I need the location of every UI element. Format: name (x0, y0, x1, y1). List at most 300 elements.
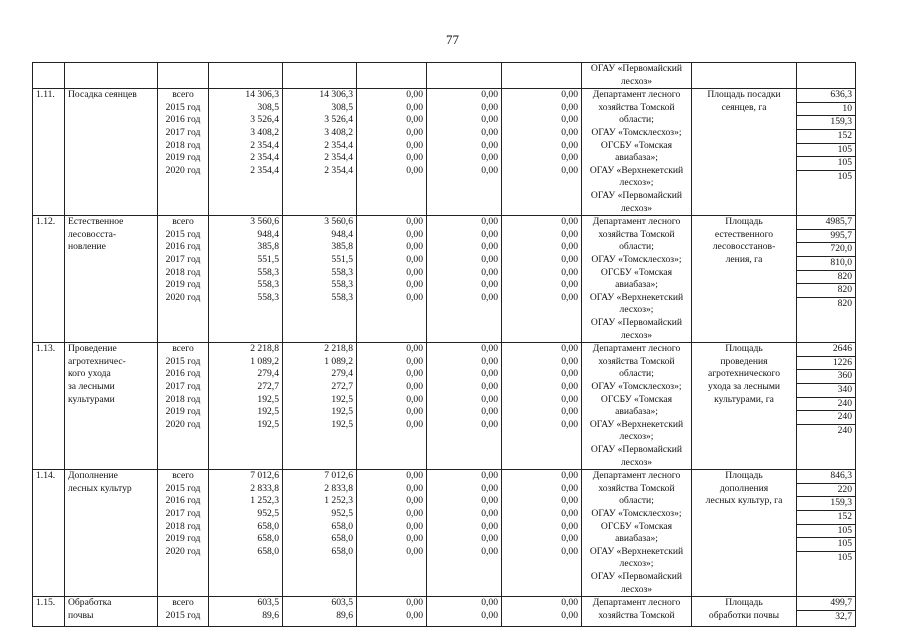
extrabudget-value: 0,00 (561, 393, 578, 405)
local-budget-value: 0,00 (481, 418, 498, 430)
indicator-value: 820 (797, 284, 855, 298)
regional-budget-value: 3 560,6 (324, 216, 353, 228)
period-label: 2017 год (165, 253, 201, 265)
indicator-values-list (797, 470, 855, 564)
period-label: 2015 год (165, 101, 201, 113)
extrabudget-value: 0,00 (561, 545, 578, 557)
program-activities-table (32, 62, 856, 627)
period-label: 2017 год (165, 507, 201, 519)
extrabudget-value: 0,00 (561, 228, 578, 240)
period-label: 2018 год (165, 139, 201, 151)
total-value: 551,5 (257, 253, 279, 265)
executor-line: авиабаза»; (615, 152, 658, 164)
total-value: 385,8 (257, 241, 279, 253)
regional-budget-value: 1 089,2 (324, 355, 353, 367)
local-budget-value: 0,00 (481, 164, 498, 176)
executor-cell (582, 597, 692, 627)
total-value: 558,3 (257, 291, 279, 303)
extrabudget-value: 0,00 (561, 253, 578, 265)
item-number (33, 343, 65, 470)
executor-line: хозяйства Томской (598, 355, 675, 367)
federal-budget-value: 0,00 (406, 609, 423, 621)
indicator-name-cell (692, 597, 797, 627)
executor-line: ОГАУ «Первомайский (590, 443, 683, 455)
regional-budget-value: 2 218,8 (324, 343, 353, 355)
activity-name-line: Посадка сеянцев (68, 89, 137, 101)
federal-budget-value: 0,00 (406, 101, 423, 113)
total-value: 558,3 (257, 266, 279, 278)
indicator-name-cell (692, 343, 797, 470)
total-value: 558,3 (257, 279, 279, 291)
indicator-value: 340 (797, 384, 855, 398)
federal-budget-value: 0,00 (406, 368, 423, 380)
federal-budget-value: 0,00 (406, 216, 423, 228)
local-budget-value: 0,00 (481, 253, 498, 265)
regional-budget-cell (283, 597, 357, 627)
executor-line: лесхоз»; (619, 431, 654, 443)
executor-line: ОГСБУ «Томская (600, 393, 673, 405)
local-budget-cell (427, 597, 502, 627)
indicator-name-line: дополнения (719, 482, 769, 494)
total-value: 658,0 (257, 533, 279, 545)
total-value: 7 012,6 (250, 470, 279, 482)
federal-budget-value: 0,00 (406, 406, 423, 418)
period-label: 2015 год (165, 228, 201, 240)
regional-budget-value: 948,4 (331, 228, 353, 240)
extrabudget-value: 0,00 (561, 216, 578, 228)
period-label: 2018 год (165, 520, 201, 532)
local-budget-value: 0,00 (481, 520, 498, 532)
indicator-value: 499,7 (797, 597, 855, 611)
activity-name-line: за лесными (68, 380, 115, 392)
indicator-value: 105 (797, 525, 855, 539)
indicator-values-cell (797, 216, 856, 343)
executor-line: ОГАУ «Первомайский (590, 189, 683, 201)
period-label: 2016 год (165, 368, 201, 380)
activity-name (65, 89, 158, 216)
executor-line: лесхоз» (620, 583, 653, 595)
total-funding-cell (209, 343, 283, 470)
total-value: 192,5 (257, 393, 279, 405)
executor-cell (582, 89, 692, 216)
federal-budget-value: 0,00 (406, 482, 423, 494)
regional-budget-value: 658,0 (331, 545, 353, 557)
period-label: всего (172, 343, 194, 355)
executor-line: Департамент лесного (592, 597, 681, 609)
executor-line: ОГАУ «Верхнекетский (589, 291, 684, 303)
activity-name (65, 470, 158, 597)
extrabudget-value: 0,00 (561, 470, 578, 482)
activity-name-line: почвы (68, 609, 94, 621)
total-value: 272,7 (257, 380, 279, 392)
extrabudget-value: 0,00 (561, 520, 578, 532)
indicator-name-line: ления, га (725, 253, 763, 265)
indicator-values-cell (797, 597, 856, 627)
federal-budget-value: 0,00 (406, 533, 423, 545)
indicator-name-line: лесных культур, га (705, 495, 783, 507)
local-budget-value: 0,00 (481, 101, 498, 113)
indicator-name-line: культурами, га (714, 393, 774, 405)
extrabudget-value: 0,00 (561, 609, 578, 621)
activity-row (33, 343, 856, 470)
indicator-value: 32,7 (835, 610, 852, 622)
period-label: 2017 год (165, 380, 201, 392)
federal-budget-value: 0,00 (406, 241, 423, 253)
executor-line: области; (619, 368, 654, 380)
regional-budget-value: 1 252,3 (324, 495, 353, 507)
regional-budget-value: 308,5 (331, 101, 353, 113)
period-label: 2015 год (165, 482, 201, 494)
executor-line: авиабаза»; (615, 406, 658, 418)
activity-name (65, 343, 158, 470)
federal-budget-value: 0,00 (406, 291, 423, 303)
total-value: 192,5 (257, 418, 279, 430)
local-budget-value: 0,00 (481, 139, 498, 151)
executor-line: области; (619, 114, 654, 126)
extrabudget-cell (502, 597, 582, 627)
indicator-value: 846,3 (797, 470, 855, 484)
activity-name-line: лесных культур (68, 482, 132, 494)
extrabudget-value: 0,00 (561, 291, 578, 303)
local-budget-value: 0,00 (481, 152, 498, 164)
executor-line: хозяйства Томской (598, 101, 675, 113)
local-budget-cell (427, 216, 502, 343)
extrabudget-value: 0,00 (561, 355, 578, 367)
item-number-text: 1.11. (36, 89, 55, 101)
indicator-value: 10 (797, 103, 855, 117)
activity-row (33, 470, 856, 597)
indicator-value: 240 (797, 398, 855, 412)
period-label: 2016 год (165, 241, 201, 253)
activity-row (33, 597, 856, 627)
local-budget-value: 0,00 (481, 228, 498, 240)
period-label: всего (172, 216, 194, 228)
executor-line: Департамент лесного (592, 216, 681, 228)
period-label: всего (172, 597, 194, 609)
local-budget-value: 0,00 (481, 241, 498, 253)
federal-budget-value: 0,00 (406, 520, 423, 532)
local-budget-value: 0,00 (481, 343, 498, 355)
period-label: 2020 год (165, 418, 201, 430)
total-funding-cell (209, 597, 283, 627)
executor-line: лесхоз» (620, 329, 653, 341)
extrabudget-value: 0,00 (561, 507, 578, 519)
executor-line: авиабаза»; (615, 533, 658, 545)
extrabudget-cell (502, 470, 582, 597)
total-value: 192,5 (257, 406, 279, 418)
federal-budget-cell (357, 216, 427, 343)
item-number-text: 1.13. (36, 343, 56, 355)
indicator-value: 105 (837, 170, 852, 182)
activity-name-line: Обработка (68, 597, 112, 609)
indicator-values-cell (797, 89, 856, 216)
federal-budget-value: 0,00 (406, 495, 423, 507)
local-budget-value: 0,00 (481, 291, 498, 303)
indicator-name-line: агротехнического (707, 368, 781, 380)
executor-cell (582, 216, 692, 343)
local-budget-value: 0,00 (481, 114, 498, 126)
extrabudget-cell (502, 89, 582, 216)
extrabudget-value: 0,00 (561, 279, 578, 291)
indicator-value: 159,3 (797, 497, 855, 511)
item-number-text: 1.14. (36, 470, 56, 482)
executor-line: хозяйства Томской (598, 228, 675, 240)
extrabudget-value: 0,00 (561, 101, 578, 113)
indicator-name-line: ухода за лесными (707, 380, 781, 392)
local-budget-value: 0,00 (481, 470, 498, 482)
indicator-value: 105 (837, 551, 852, 563)
executor-line: ОГСБУ «Томская (600, 139, 673, 151)
executor-line: лесхоз» (620, 75, 653, 87)
extrabudget-value: 0,00 (561, 266, 578, 278)
indicator-name-cell (692, 216, 797, 343)
executor-cell (582, 343, 692, 470)
local-budget-value: 0,00 (481, 380, 498, 392)
regional-budget-value: 2 833,8 (324, 482, 353, 494)
indicator-value: 220 (797, 484, 855, 498)
indicator-value: 360 (797, 370, 855, 384)
total-value: 2 354,4 (250, 164, 279, 176)
activity-name-line: Естественное (68, 216, 124, 228)
federal-budget-value: 0,00 (406, 597, 423, 609)
executor-line: лесхоз» (620, 456, 653, 468)
extrabudget-value: 0,00 (561, 368, 578, 380)
regional-budget-value: 558,3 (331, 279, 353, 291)
item-number (33, 89, 65, 216)
total-value: 3 526,4 (250, 114, 279, 126)
period-label: всего (172, 89, 194, 101)
indicator-name-line: Площадь (725, 470, 763, 482)
period-label: 2020 год (165, 545, 201, 557)
activity-name-line: новление (68, 241, 106, 253)
continuation-row (33, 63, 856, 89)
local-budget-value: 0,00 (481, 89, 498, 101)
executor-line: лесхоз»; (619, 177, 654, 189)
executor-line: ОГАУ «Томсклесхоз»; (591, 253, 682, 265)
executor-line: ОГАУ «Первомайский (590, 316, 683, 328)
federal-budget-value: 0,00 (406, 380, 423, 392)
indicator-name-line: Площадь (725, 597, 763, 609)
regional-budget-cell (283, 343, 357, 470)
extrabudget-value: 0,00 (561, 139, 578, 151)
executor-line: ОГСБУ «Томская (600, 520, 673, 532)
executor-line: ОГАУ «Томсклесхоз»; (591, 380, 682, 392)
regional-budget-value: 658,0 (331, 520, 353, 532)
total-funding-cell (209, 89, 283, 216)
federal-budget-value: 0,00 (406, 470, 423, 482)
extrabudget-cell (502, 343, 582, 470)
regional-budget-value: 192,5 (331, 406, 353, 418)
regional-budget-value: 658,0 (331, 533, 353, 545)
activity-name-line: культурами (68, 393, 115, 405)
regional-budget-cell (283, 470, 357, 597)
period-cell (158, 343, 209, 470)
indicator-value: 159,3 (797, 116, 855, 130)
local-budget-value: 0,00 (481, 393, 498, 405)
total-value: 1 089,2 (250, 355, 279, 367)
federal-budget-value: 0,00 (406, 507, 423, 519)
executor-line: лесхоз»; (619, 304, 654, 316)
period-label: 2016 год (165, 114, 201, 126)
indicator-value: 820 (837, 297, 852, 309)
regional-budget-value: 272,7 (331, 380, 353, 392)
total-value: 2 833,8 (250, 482, 279, 494)
local-budget-value: 0,00 (481, 126, 498, 138)
period-label: 2018 год (165, 393, 201, 405)
item-number-text: 1.15. (36, 597, 56, 609)
extrabudget-value: 0,00 (561, 495, 578, 507)
period-label: 2018 год (165, 266, 201, 278)
federal-budget-value: 0,00 (406, 114, 423, 126)
extrabudget-value: 0,00 (561, 533, 578, 545)
federal-budget-cell (357, 470, 427, 597)
indicator-value: 2646 (797, 343, 855, 357)
period-label: 2019 год (165, 279, 201, 291)
regional-budget-value: 551,5 (331, 253, 353, 265)
federal-budget-value: 0,00 (406, 343, 423, 355)
total-value: 89,6 (262, 609, 279, 621)
extrabudget-value: 0,00 (561, 89, 578, 101)
indicator-name-line: обработки почвы (708, 609, 780, 621)
regional-budget-value: 3 408,2 (324, 126, 353, 138)
total-value: 279,4 (257, 368, 279, 380)
total-value: 2 354,4 (250, 139, 279, 151)
federal-budget-value: 0,00 (406, 355, 423, 367)
indicator-values-list (797, 89, 855, 183)
item-number-text: 1.12. (36, 216, 56, 228)
total-funding-cell (209, 216, 283, 343)
executor-line: хозяйства Томской (598, 482, 675, 494)
activity-name (65, 597, 158, 627)
regional-budget-value: 14 306,3 (319, 89, 353, 101)
indicator-values-list (797, 216, 855, 310)
total-value: 3 408,2 (250, 126, 279, 138)
federal-budget-value: 0,00 (406, 253, 423, 265)
period-cell (158, 597, 209, 627)
activity-row (33, 89, 856, 216)
executor-line: ОГСБУ «Томская (600, 266, 673, 278)
executor-line: области; (619, 241, 654, 253)
extrabudget-value: 0,00 (561, 114, 578, 126)
total-value: 948,4 (257, 228, 279, 240)
federal-budget-cell (357, 343, 427, 470)
period-label: 2015 год (165, 355, 201, 367)
local-budget-value: 0,00 (481, 545, 498, 557)
indicator-name-line: Площадь (725, 343, 763, 355)
local-budget-value: 0,00 (481, 216, 498, 228)
extrabudget-value: 0,00 (561, 406, 578, 418)
local-budget-value: 0,00 (481, 279, 498, 291)
page-number: 77 (446, 32, 459, 47)
activity-name-line: лесовосста- (68, 228, 117, 240)
executor-line: лесхоз»; (619, 558, 654, 570)
federal-budget-value: 0,00 (406, 89, 423, 101)
federal-budget-value: 0,00 (406, 152, 423, 164)
indicator-values-cell (797, 470, 856, 597)
local-budget-value: 0,00 (481, 266, 498, 278)
executor-line: Департамент лесного (592, 343, 681, 355)
regional-budget-value: 603,5 (331, 597, 353, 609)
indicator-values-cell (797, 343, 856, 470)
activity-row (33, 216, 856, 343)
period-cell (158, 216, 209, 343)
executor-line: лесхоз» (620, 202, 653, 214)
local-budget-value: 0,00 (481, 482, 498, 494)
activity-name (65, 216, 158, 343)
indicator-value: 105 (797, 538, 855, 552)
total-value: 3 560,6 (250, 216, 279, 228)
indicator-value: 240 (797, 411, 855, 425)
local-budget-value: 0,00 (481, 406, 498, 418)
federal-budget-value: 0,00 (406, 279, 423, 291)
local-budget-value: 0,00 (481, 609, 498, 621)
federal-budget-value: 0,00 (406, 418, 423, 430)
extrabudget-value: 0,00 (561, 482, 578, 494)
indicator-name-line: сеянцев, га (721, 101, 767, 113)
indicator-name-line: естественного (714, 228, 774, 240)
total-value: 14 306,3 (245, 89, 279, 101)
indicator-value: 636,3 (797, 89, 855, 103)
executor-line: авиабаза»; (615, 279, 658, 291)
regional-budget-value: 2 354,4 (324, 164, 353, 176)
regional-budget-value: 192,5 (331, 418, 353, 430)
indicator-name-line: лесовосстанов- (712, 241, 776, 253)
period-label: всего (172, 470, 194, 482)
total-value: 308,5 (257, 101, 279, 113)
federal-budget-value: 0,00 (406, 126, 423, 138)
indicator-name-cell (692, 89, 797, 216)
period-label: 2020 год (165, 291, 201, 303)
regional-budget-value: 558,3 (331, 291, 353, 303)
executor-line: Департамент лесного (592, 470, 681, 482)
indicator-name-cell (692, 470, 797, 597)
extrabudget-value: 0,00 (561, 164, 578, 176)
item-number (33, 216, 65, 343)
regional-budget-value: 192,5 (331, 393, 353, 405)
indicator-value: 105 (797, 144, 855, 158)
period-cell (158, 89, 209, 216)
regional-budget-value: 279,4 (331, 368, 353, 380)
total-value: 2 218,8 (250, 343, 279, 355)
indicator-value: 152 (797, 511, 855, 525)
period-label: 2016 год (165, 495, 201, 507)
executor-cell (582, 470, 692, 597)
executor-cell (582, 63, 692, 89)
local-budget-cell (427, 343, 502, 470)
extrabudget-value: 0,00 (561, 343, 578, 355)
federal-budget-value: 0,00 (406, 393, 423, 405)
indicator-value: 820 (797, 271, 855, 285)
extrabudget-value: 0,00 (561, 380, 578, 392)
activity-name-line: Проведение (68, 343, 117, 355)
indicator-value: 105 (797, 157, 855, 171)
local-budget-cell (427, 470, 502, 597)
local-budget-value: 0,00 (481, 533, 498, 545)
total-value: 658,0 (257, 545, 279, 557)
extrabudget-value: 0,00 (561, 241, 578, 253)
regional-budget-value: 385,8 (331, 241, 353, 253)
federal-budget-cell (357, 89, 427, 216)
regional-budget-cell (283, 216, 357, 343)
local-budget-value: 0,00 (481, 495, 498, 507)
federal-budget-value: 0,00 (406, 139, 423, 151)
regional-budget-cell (283, 89, 357, 216)
indicator-name-line: Площадь посадки (707, 89, 781, 101)
total-value: 1 252,3 (250, 495, 279, 507)
executor-line: ОГАУ «Томсклесхоз»; (591, 126, 682, 138)
extrabudget-value: 0,00 (561, 597, 578, 609)
total-value: 2 354,4 (250, 152, 279, 164)
